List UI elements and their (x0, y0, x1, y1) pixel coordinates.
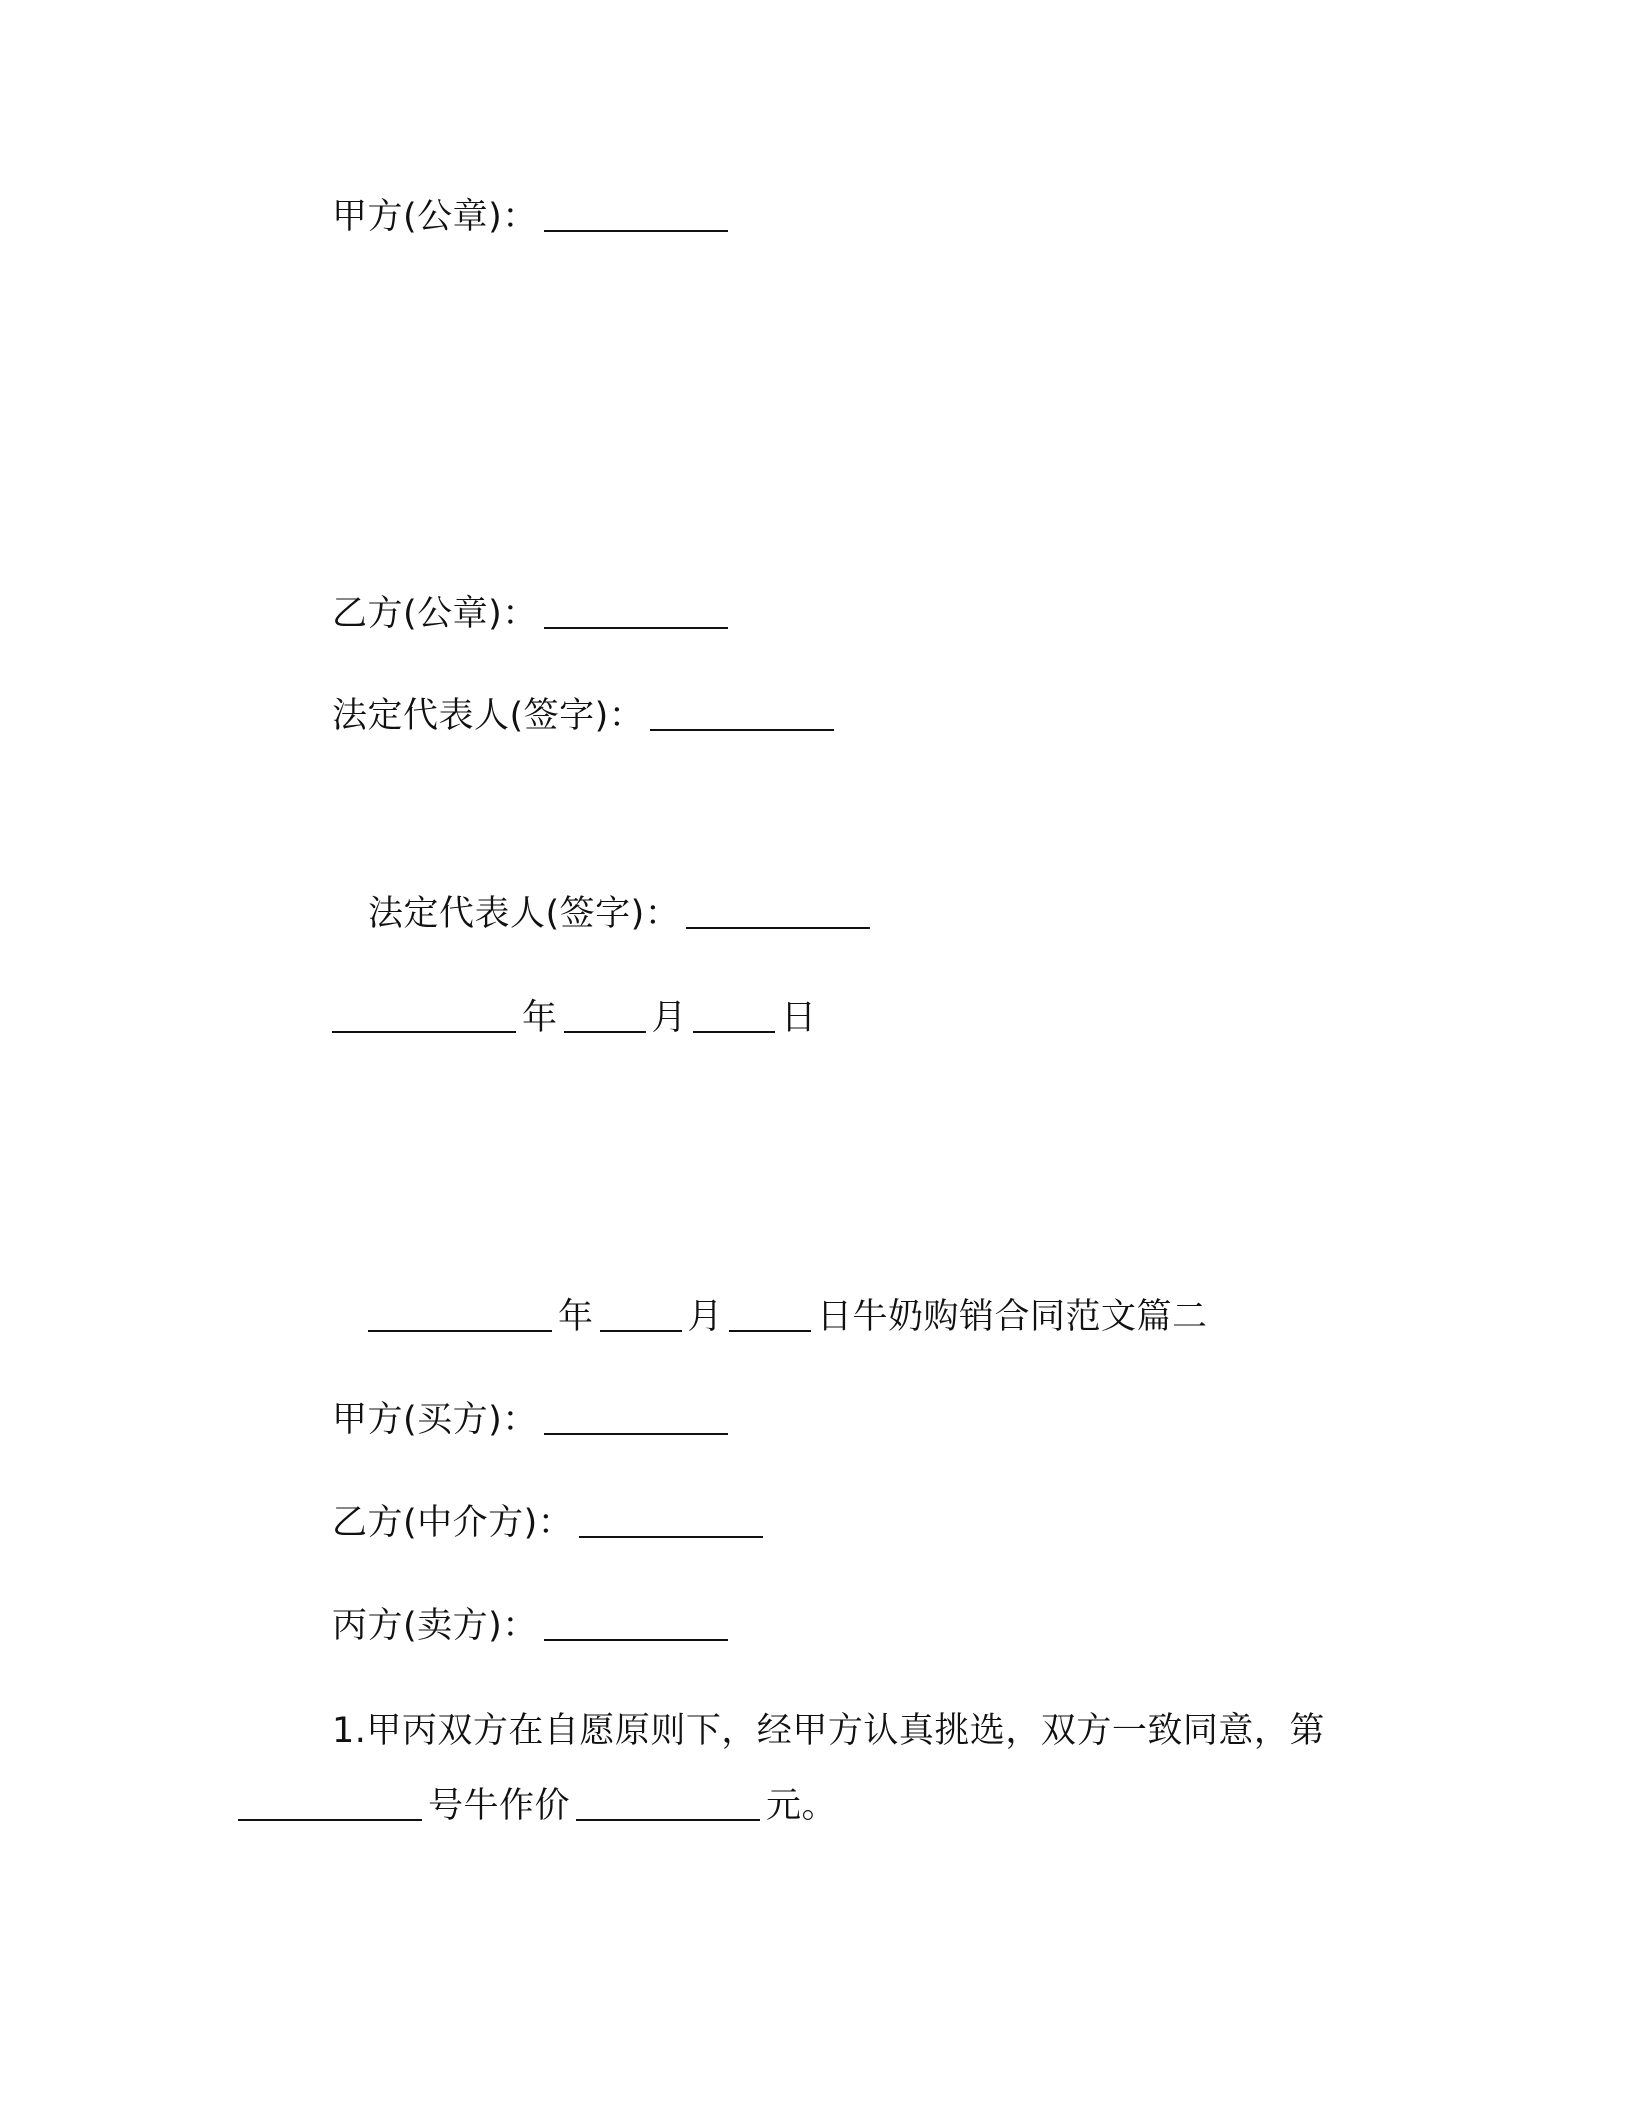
cow-price-label: 号牛作价 (428, 1786, 571, 1826)
title-month-label: 月 (687, 1297, 724, 1337)
signature-date-line (332, 994, 817, 1042)
blank-line[interactable] (544, 1639, 728, 1641)
seller-line (332, 1602, 734, 1650)
legal-rep-line-2 (368, 890, 876, 938)
party-b-seal-label: 乙方(公章)： (332, 594, 538, 634)
currency-label: 元。 (766, 1786, 838, 1826)
clause-1-line-2 (238, 1782, 837, 1830)
year-label: 年 (522, 998, 558, 1038)
year-blank[interactable] (368, 1330, 552, 1332)
buyer-label: 甲方(买方)： (332, 1400, 538, 1440)
day-blank[interactable] (729, 1330, 811, 1332)
clause-1-text: 1.甲丙双方在自愿原则下，经甲方认真挑选，双方一致同意，第 (332, 1711, 1325, 1751)
clause-1-line-1 (332, 1707, 1325, 1755)
legal-rep-label-2: 法定代表人(签字)： (368, 894, 681, 934)
price-blank[interactable] (576, 1819, 760, 1821)
buyer-line (332, 1396, 734, 1444)
party-a-seal-label: 甲方(公章)： (332, 197, 538, 237)
intermediary-line (332, 1499, 769, 1547)
blank-line[interactable] (650, 729, 834, 731)
cow-number-blank[interactable] (238, 1819, 422, 1821)
month-label: 月 (651, 998, 688, 1038)
blank-line[interactable] (579, 1536, 763, 1538)
blank-line[interactable] (686, 927, 870, 929)
day-label: 日 (781, 998, 817, 1038)
title-year-label: 年 (558, 1297, 594, 1337)
party-b-seal-line (332, 590, 734, 638)
seller-label: 丙方(卖方)： (332, 1606, 538, 1646)
blank-line[interactable] (544, 230, 728, 232)
intermediary-label: 乙方(中介方)： (332, 1503, 574, 1543)
blank-line[interactable] (544, 1433, 728, 1435)
legal-rep-label-1: 法定代表人(签字)： (332, 696, 645, 736)
blank-line[interactable] (544, 627, 728, 629)
section-title: 日牛奶购销合同范文篇二 (817, 1297, 1208, 1337)
month-blank[interactable] (564, 1031, 646, 1033)
year-blank[interactable] (332, 1031, 516, 1033)
day-blank[interactable] (693, 1031, 775, 1033)
month-blank[interactable] (600, 1330, 682, 1332)
legal-rep-line-1 (332, 692, 840, 740)
section-title-line (368, 1293, 1208, 1341)
party-a-seal-line (332, 193, 734, 241)
